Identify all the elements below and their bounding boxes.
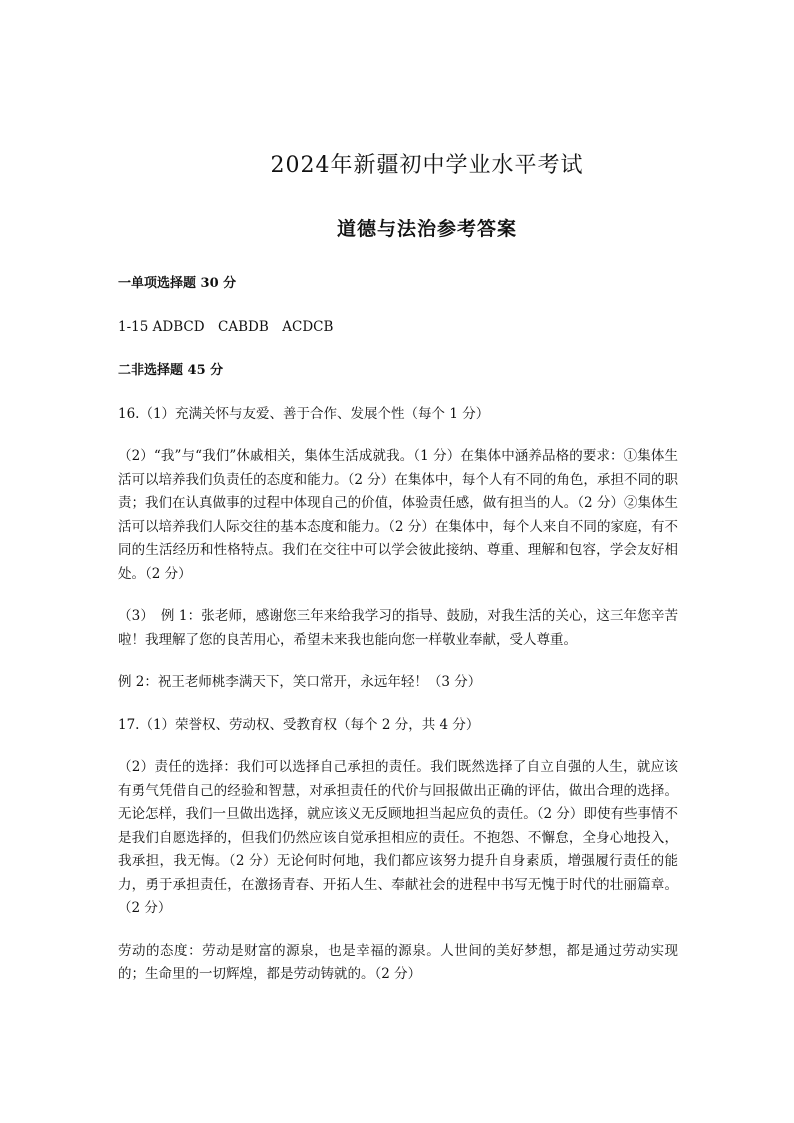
answer-content [118,272,678,987]
q16-part1: 16.（1）充满关怀与友爱、善于合作、发展个性（每个 1 分） [118,405,490,422]
section1-heading: 一单项选择题 30 分 [118,276,237,291]
section1-answers: 1-15 ADBCD CABDB ACDCB [118,318,334,335]
section2-heading: 二非选择题 45 分 [118,363,224,378]
answer-key-subtitle: 道德与法治参考答案 [336,218,517,240]
q16-part3: （3） 例 1：张老师，感谢您三年来给我学习的指导、鼓励，对我生活的关心，这三年您辛苦啦！我理解了您的良苦用心，希望未来我也能向您一样敬业奉献，受人尊重。 [118,608,678,648]
q16-part2: （2）“我”与“我们”休戚相关，集体生活成就我。（1 分）在集体中涵养品格的要求：①集体生活可以培养我们负责任的态度和能力。（2 分）在集体中，每个人有不同的角色，承担不同的职责；我们在认真做事的过程中体现自己的价值，体验责任感，做有担当的人。（2 分）②集体生活可以培养我们人际交往的基本态度和能力。（2 分）在集体中，每个人来自不同的家庭，有不同的生活经历和性格特点。我们在交往中可以学会彼此接纳、尊重、理解和包容，学会友好相处。（2 分） [118,448,678,582]
q16-part3-example2: 例 2：祝王老师桃李满天下，笑口常开，永远年轻！（3 分） [118,674,482,690]
q17-part2: （2）责任的选择：我们可以选择自己承担的责任。我们既然选择了自立自强的人生，就应该有勇气凭借自己的经验和智慧，对承担责任的代价与回报做出正确的评估，做出合理的选择。无论怎样，我们一旦做出选择，就应该义无反顾地担当起应负的责任。（2 分）即使有些事情不是我们自愿选择的，但我们仍然应该自觉承担相应的责任。不抱怨、不懈怠，全身心地投入，我承担，我无悔。（2 分）无论何时何地，我们都应该努力提升自身素质，增强履行责任的能力，勇于承担责任，在激扬青春、开拓人生、奉献社会的进程中书写无愧于时代的壮丽篇章。（2 分） [118,759,678,916]
q17-labor-attitude: 劳动的态度：劳动是财富的源泉，也是幸福的源泉。人世间的美好梦想，都是通过劳动实现的；生命里的一切辉煌，都是劳动铸就的。（2 分） [118,942,678,982]
exam-title: 2024年新疆初中学业水平考试 [270,153,584,178]
q17-part1: 17.（1）荣誉权、劳动权、受教育权（每个 2 分，共 4 分） [118,716,480,733]
